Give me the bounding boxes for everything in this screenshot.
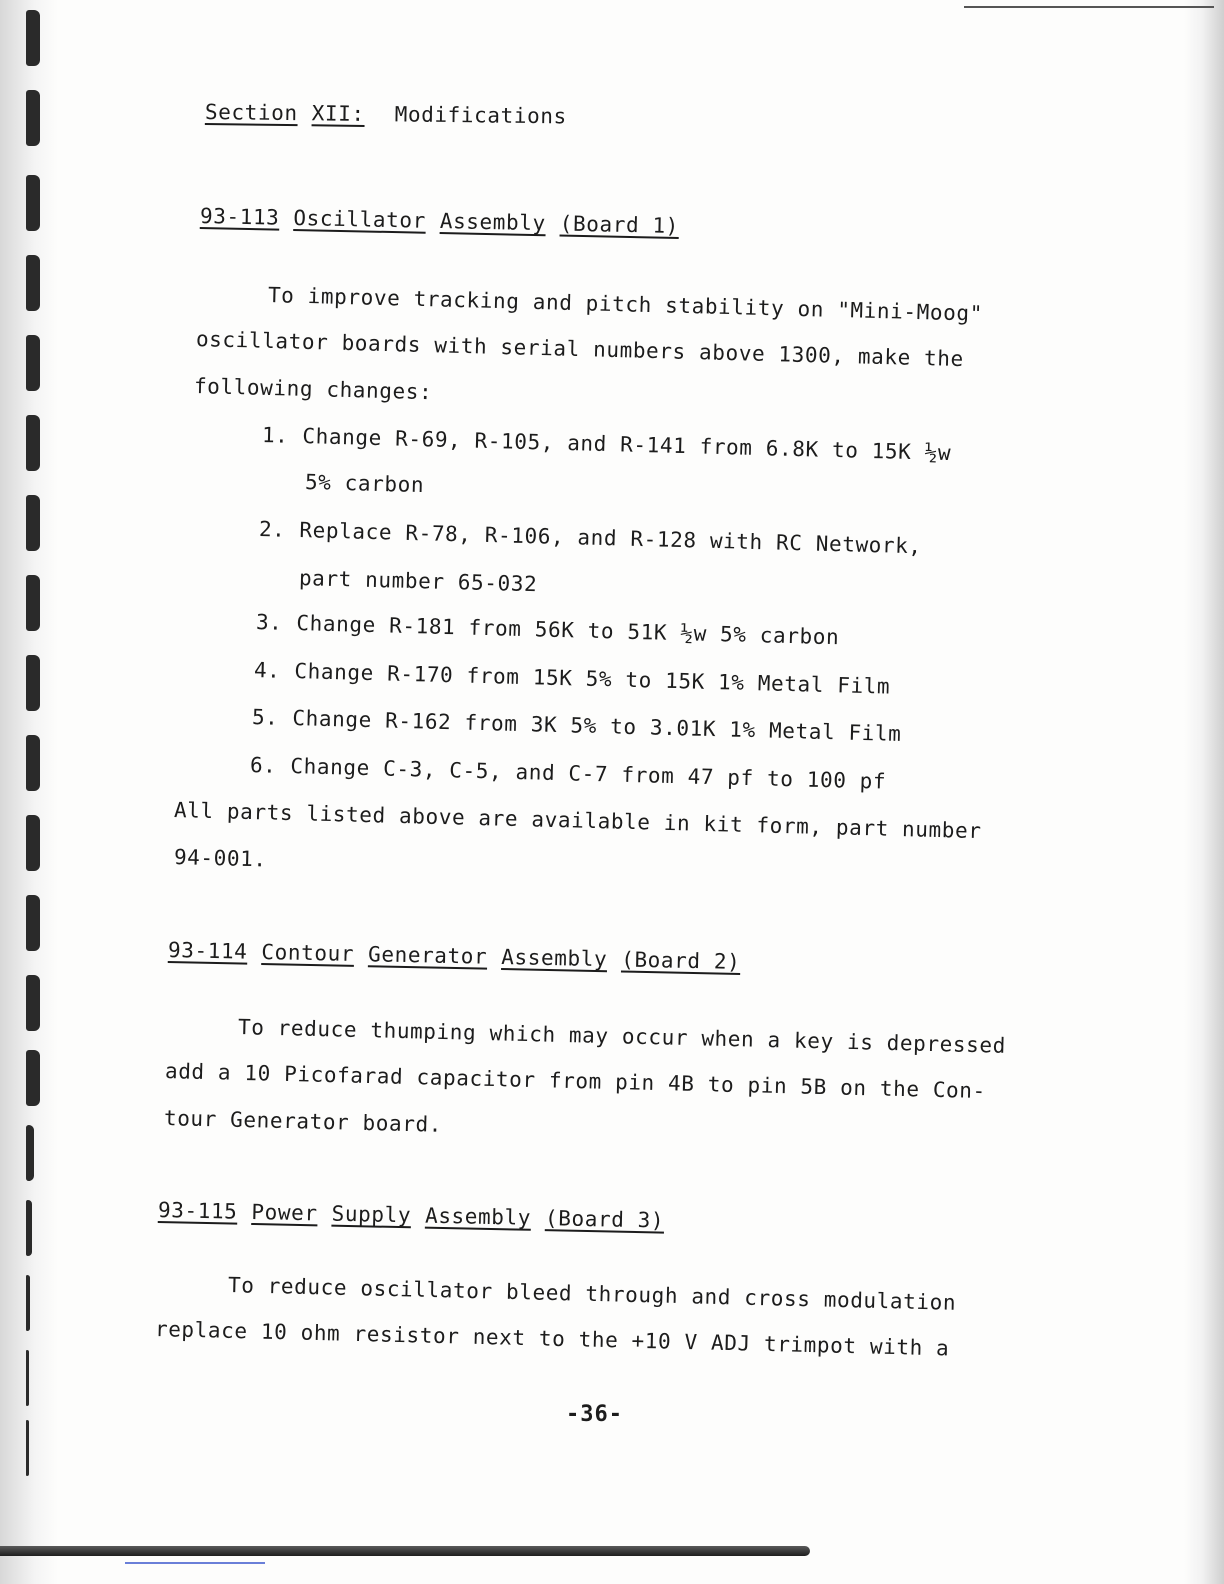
section-roman: XII: <box>311 101 365 126</box>
mod2-board: (Board 2) <box>620 947 741 974</box>
mod1-list-item <box>262 423 952 465</box>
mod3-board: (Board 3) <box>544 1206 665 1233</box>
mod2-name-word: Contour <box>261 939 355 966</box>
mod1-list-item-cont: part number 65-032 <box>298 566 538 597</box>
mod1-list-item-cont: 5% carbon <box>304 470 425 498</box>
list-number: 1. <box>261 423 289 448</box>
list-text: Change R-170 from 15K 5% to 15K 1% Metal Film <box>294 659 891 699</box>
mod1-number: 93-113 <box>199 204 280 230</box>
mod2-heading <box>168 938 741 974</box>
mod1-name-word: Oscillator <box>293 205 427 233</box>
mod2-body-line: tour Generator board. <box>163 1106 443 1137</box>
mod3-number: 93-115 <box>157 1198 238 1224</box>
mod2-name-word: Generator <box>367 942 488 969</box>
page-number: -36- <box>566 1402 623 1427</box>
mod3-heading <box>158 1198 665 1233</box>
list-number: 2. <box>258 517 286 542</box>
mod1-list-item <box>254 658 891 699</box>
list-number: 6. <box>249 753 277 778</box>
mod1-board: (Board 1) <box>559 211 680 239</box>
mod2-name-word: Assembly <box>501 944 608 972</box>
mod1-intro-line: following changes: <box>193 374 433 405</box>
list-text: Replace R-78, R-106, and R-128 with RC Network, <box>299 518 923 559</box>
section-title: Modifications <box>394 102 567 129</box>
mod3-name-word: Supply <box>331 1201 412 1228</box>
mod3-name-word: Assembly <box>424 1203 532 1230</box>
mod2-body-line: To reduce thumping which may occur when a key is depressed <box>237 1015 1007 1058</box>
mod1-list-item <box>250 753 887 794</box>
section-label: Section <box>204 100 298 126</box>
list-text: Change R-162 from 3K 5% to 3.01K 1% Metal Film <box>292 706 902 747</box>
mod3-body-line: To reduce oscillator bleed through and cross modulation <box>227 1273 957 1315</box>
mod1-footer-line: 94-001. <box>173 845 267 872</box>
list-text: Change C-3, C-5, and C-7 from 47 pf to 100 pf <box>290 754 887 794</box>
list-number: 3. <box>255 610 283 635</box>
mod2-number: 93-114 <box>167 938 248 964</box>
list-number: 4. <box>253 658 281 683</box>
section-heading <box>205 100 567 128</box>
mod1-intro-line: oscillator boards with serial numbers above 1300, make the <box>195 327 965 372</box>
mod1-list-item <box>259 517 922 558</box>
mod3-name-word: Power <box>251 1199 318 1226</box>
mod2-body-line: add a 10 Picofarad capacitor from pin 4B to pin 5B on the Con- <box>164 1059 987 1104</box>
list-text: Change R-69, R-105, and R-141 from 6.8K to 15K ½w <box>302 424 952 466</box>
mod1-footer-line: All parts listed above are available in kit form, part number <box>173 798 982 844</box>
list-text: Change R-181 from 56K to 51K ½w 5% carbon <box>296 611 840 650</box>
list-number: 5. <box>251 705 279 730</box>
mod1-heading <box>200 204 679 238</box>
mod1-list-item <box>256 610 840 649</box>
mod1-name-word: Assembly <box>439 209 547 236</box>
mod1-list-item <box>252 705 902 746</box>
mod3-body-line: replace 10 ohm resistor next to the +10 V ADJ trimpot with a <box>154 1317 950 1361</box>
mod1-intro-line: To improve tracking and pitch stability on "Mini-Moog" <box>267 283 984 326</box>
